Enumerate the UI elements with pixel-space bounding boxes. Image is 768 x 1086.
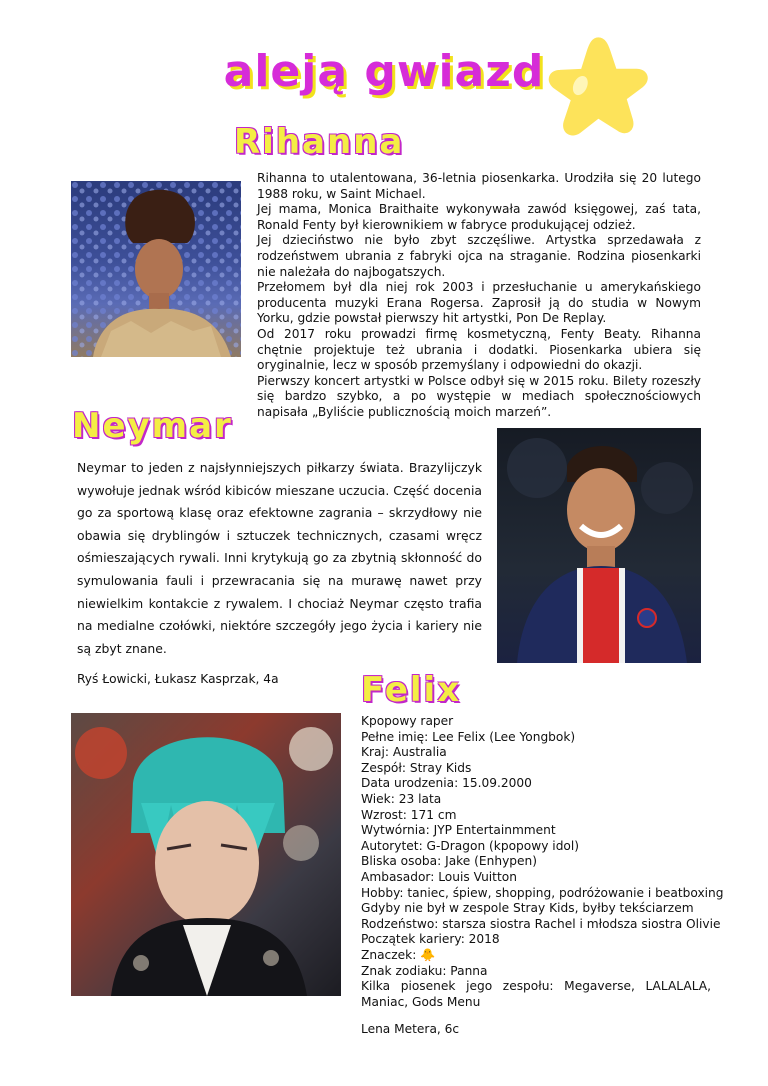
rihanna-bio — [257, 171, 701, 421]
felix-info-line: Pełne imię: Lee Felix (Lee Yongbok) — [361, 729, 576, 744]
rihanna-heading: Rihanna — [234, 122, 405, 162]
neymar-bio: Neymar to jeden z najsłynniejszych piłkarzy świata. Brazylijczyk wywołuje jednak wśród kibiców mieszane uczucia. Część docenia go za sportową klasę oraz efektowne zagrania – skrzydłowy nie obawia się dryblingów i sztuczek technicznych, czasami wręcz ośmieszających rywali. Inni krytykują go za zbytnią skłonność do symulowania fauli i przewracania się na murawę nawet przy niewielkim kontakcie z rywalem. I chociaż Neymar często trafia na medialne czołówki, niektóre szczegóły jego życia i kariery nie są zbyt znane. — [77, 460, 482, 656]
felix-info-line: Data urodzenia: 15.09.2000 — [361, 776, 532, 791]
felix-info-line: Hobby: taniec, śpiew, shopping, podróżowanie i beatboxing — [361, 885, 724, 900]
felix-info-line: Wiek: 23 lata — [361, 791, 442, 806]
felix-info-line: Kilka piosenek jego zespołu: Megaverse, LALALALA, Maniac, Gods Menu — [361, 979, 711, 1009]
felix-photo — [71, 713, 341, 996]
felix-info-line: Zespół: Stray Kids — [361, 760, 472, 775]
page-title: aleją gwiazd — [223, 46, 545, 97]
neymar-credit: Ryś Łowicki, Łukasz Kasprzak, 4a — [77, 672, 279, 686]
felix-info-line: Autorytet: G-Dragon (kpopowy idol) — [361, 838, 580, 853]
rihanna-paragraph: Pierwszy koncert artystki w Polsce odbył się w 2015 roku. Bilety rozeszły się bardzo szybko, a po występie w mediach społecznościowych napisała „Byliście publicznością moich marzeń”. — [257, 373, 701, 419]
rihanna-paragraph: Jej mama, Monica Braithaite wykonywała zawód księgowej, zaś tata, Ronald Fenty był kierownikiem w fabryce produkującej odzież. — [257, 202, 701, 232]
felix-info-line: Początek kariery: 2018 — [361, 932, 500, 947]
neymar-heading: Neymar — [72, 406, 233, 446]
felix-info-line: Znaczek: 🐥 — [361, 947, 436, 962]
neymar-photo — [497, 428, 701, 663]
felix-info-line: Bliska osoba: Jake (Enhypen) — [361, 854, 538, 869]
felix-info-line: Gdyby nie był w zespole Stray Kids, byłby tekściarzem — [361, 901, 694, 916]
felix-info-line: Rodzeństwo: starsza siostra Rachel i młodsza siostra Olivie — [361, 916, 721, 931]
rihanna-photo — [71, 181, 241, 357]
star-icon — [540, 34, 652, 146]
felix-credit: Lena Metera, 6c — [361, 1022, 460, 1036]
felix-heading: Felix — [361, 670, 462, 710]
felix-info-line: Wytwórnia: JYP Entertainmment — [361, 823, 556, 838]
felix-info-line: Znak zodiaku: Panna — [361, 963, 488, 978]
felix-info-line: Kpopowy raper — [361, 714, 454, 728]
rihanna-paragraph: Od 2017 roku prowadzi firmę kosmetyczną, Fenty Beaty. Rihanna chętnie projektuje też ubrania i dodatki. Piosenkarka ubiera się oryginalnie, lecz w sposób przemyślany i odpowiedni do okazji. — [257, 326, 701, 373]
rihanna-paragraph: Rihanna to utalentowana, 36-letnia piosenkarka. Urodziła się 20 lutego 1988 roku, w Saint Michael. — [257, 171, 701, 201]
felix-info-line: Wzrost: 171 cm — [361, 807, 457, 822]
rihanna-paragraph: Przełomem był dla niej rok 2003 i przesłuchanie u amerykańskiego producenta muzyki Erana Rogersa. Zaprosił ją do studia w Nowym Yorku, gdzie powstał pierwszy hit artystki, Pon De Replay. — [257, 280, 701, 326]
felix-info-line: Kraj: Australia — [361, 745, 447, 760]
felix-info — [361, 714, 724, 1010]
rihanna-paragraph: Jej dzieciństwo nie było zbyt szczęśliwe. Artystka sprzedawała z rodzeństwem ubrania z fabryki ojca na straganie. Rodzina piosenkarki nie należała do najbogatszych. — [257, 233, 701, 279]
felix-info-line: Ambasador: Louis Vuitton — [361, 869, 517, 884]
